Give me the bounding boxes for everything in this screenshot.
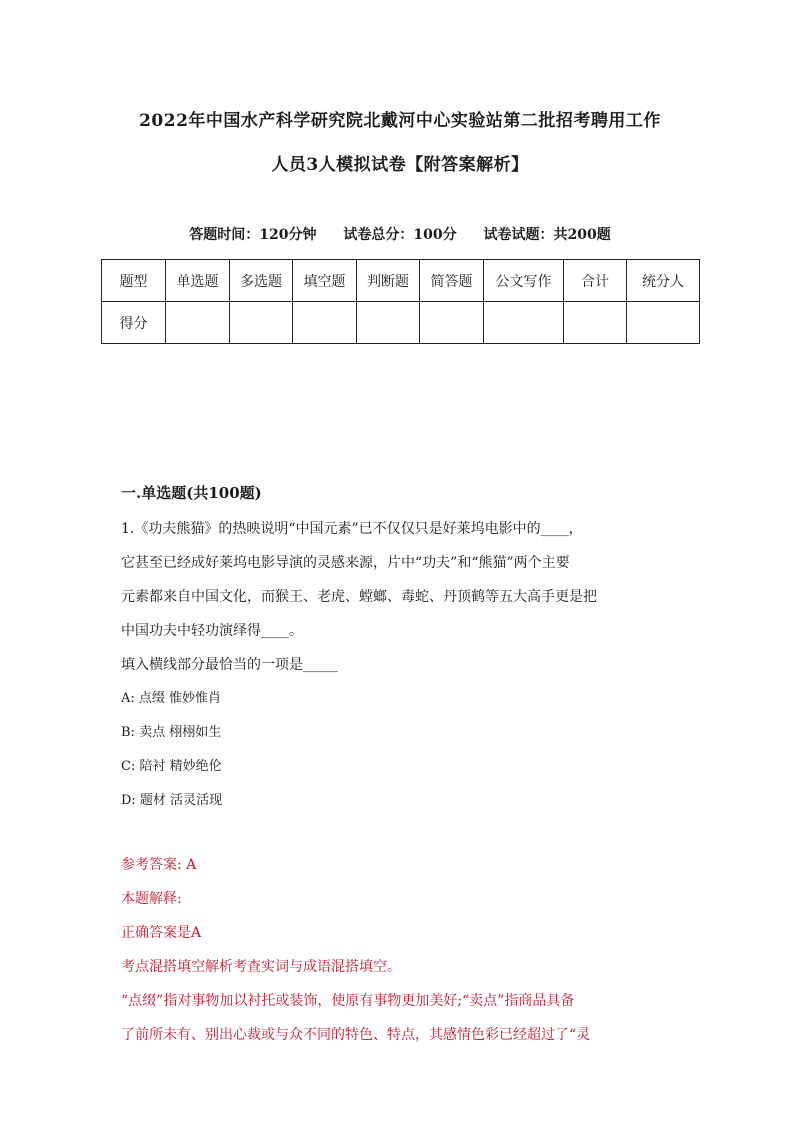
question-text-line: 元素都来自中国文化，而猴王、老虎、螳螂、毒蛇、丹顶鹤等五大高手更是把 [121,589,597,605]
table-cell: 简答题 [420,260,484,302]
question-text-line: 它甚至已经成好莱坞电影导演的灵感来源，片中“功夫”和“熊猫”两个主要 [121,555,570,571]
score-input-cell[interactable] [357,302,420,344]
answer-point: 考点混搭填空解析考查实词与成语混搭填空。 [121,959,401,975]
answer-detail-line: 了前所未有、别出心裁或与众不同的特色、特点，其感情色彩已经超过了“灵 [121,1027,591,1043]
answer-detail-line: “点缀”指对事物加以衬托或装饰，使原有事物更加美好;“卖点”指商品具备 [121,993,575,1009]
option-b[interactable]: B: 卖点 栩栩如生 [121,725,222,740]
table-cell: 统分人 [627,260,700,302]
score-table [101,259,700,344]
spacer [121,818,681,848]
score-table-header-row [102,260,700,302]
score-input-cell[interactable] [420,302,484,344]
option-d[interactable]: D: 题材 活灵活现 [121,793,223,808]
question-prompt: 填入横线部分最恰当的一项是_____ [121,657,338,673]
table-cell: 题型 [102,260,166,302]
exam-title-line-2: 人员3人模拟试卷【附答案解析】 [271,155,529,175]
reference-answer: 参考答案: A [121,857,197,873]
score-input-cell[interactable] [627,302,700,344]
score-input-cell[interactable] [484,302,564,344]
score-input-cell[interactable] [293,302,357,344]
question-body [121,512,681,1052]
section-heading: 一.单选题(共100题) [121,484,262,502]
exam-total-score: 试卷总分：100分 [343,227,457,243]
score-input-cell[interactable] [564,302,627,344]
table-cell: 合计 [564,260,627,302]
option-a[interactable]: A: 点缀 惟妙惟肖 [121,691,222,706]
table-cell: 多选题 [230,260,293,302]
exam-question-count: 试卷试题：共200题 [483,227,611,243]
exam-time: 答题时间：120分钟 [189,227,317,243]
table-cell: 填空题 [293,260,357,302]
score-input-cell[interactable] [166,302,230,344]
exam-title-line-1: 2022年中国水产科学研究院北戴河中心实验站第二批招考聘用工作 [139,111,661,131]
table-cell: 判断题 [357,260,420,302]
option-c[interactable]: C: 陪衬 精妙绝伦 [121,759,222,774]
explanation-label: 本题解释: [121,891,182,907]
table-cell: 公文写作 [484,260,564,302]
exam-info [0,224,800,244]
table-cell: 得分 [102,302,166,344]
question-text-line: 1.《功夫熊猫》的热映说明“中国元素”已不仅仅只是好莱坞电影中的____， [121,521,583,537]
correct-answer: 正确答案是A [121,925,202,941]
question-text-line: 中国功夫中轻功演绎得____。 [121,623,303,639]
score-input-cell[interactable] [230,302,293,344]
score-table-score-row [102,302,700,344]
table-cell: 单选题 [166,260,230,302]
